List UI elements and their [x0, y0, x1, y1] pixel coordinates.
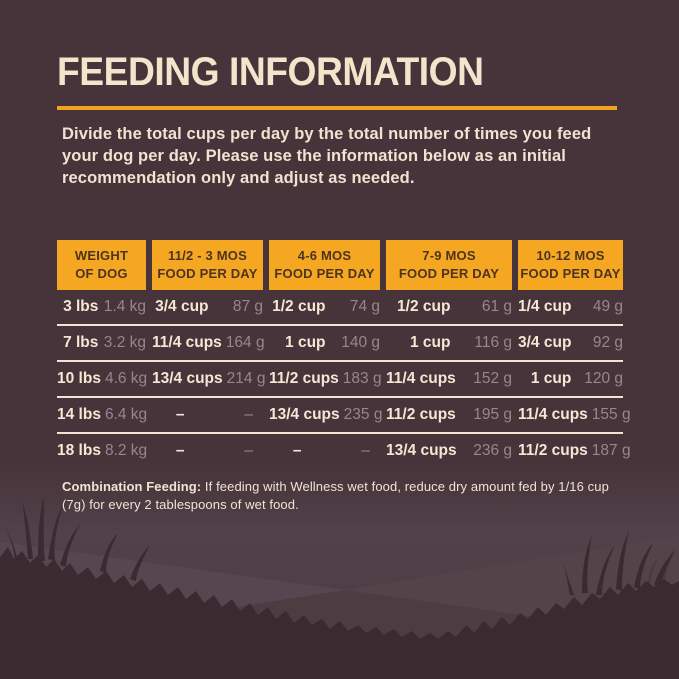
weight-lbs: 10 lbs [57, 370, 101, 387]
weight-lbs: 3 lbs [63, 298, 99, 315]
weight-lbs: 14 lbs [57, 406, 101, 423]
header-7-9mos: 7-9 MOS FOOD PER DAY [386, 240, 512, 290]
grams-value: 195 g [473, 406, 512, 423]
weight-kg: 1.4 kg [103, 298, 146, 315]
header-10-12mos: 10-12 MOS FOOD PER DAY [518, 240, 623, 290]
amount-cell [386, 442, 512, 460]
amount-cell [269, 298, 380, 316]
feeding-table-header [57, 240, 623, 290]
grams-value: 61 g [481, 298, 512, 315]
weight-kg: 3.2 kg [103, 334, 146, 351]
grams-value: – [244, 406, 253, 423]
amount-cell [152, 334, 263, 352]
cups-value: 11/2 cups [386, 406, 456, 423]
weight-lbs: 18 lbs [57, 442, 101, 459]
cups-value: – [175, 442, 185, 459]
amount-cell [269, 442, 380, 460]
cups-value: – [292, 442, 302, 459]
cups-value: 11/4 cups [518, 406, 588, 423]
weight-kg: 6.4 kg [104, 406, 148, 423]
table-row [57, 434, 631, 468]
grams-value: – [361, 442, 370, 459]
cups-value: 11/2 cups [269, 370, 339, 387]
feeding-table [57, 240, 631, 468]
table-row [57, 362, 623, 398]
amount-cell [518, 334, 623, 352]
grams-value: 187 g [591, 442, 631, 459]
cups-value: 13/4 cups [152, 370, 223, 387]
grams-value: 49 g [592, 298, 623, 315]
grams-value: 152 g [473, 370, 512, 387]
cups-value: 1 cup [285, 334, 326, 351]
amount-cell [269, 406, 383, 424]
amount-cell [152, 298, 263, 316]
cups-value: 1 cup [409, 334, 451, 351]
cups-value: 11/4 cups [152, 334, 222, 351]
amount-cell [518, 442, 631, 460]
title-underline [57, 106, 617, 110]
amount-cell [386, 298, 512, 316]
cups-value: 11/2 cups [518, 442, 588, 459]
grams-value: 87 g [232, 298, 263, 315]
table-row [57, 290, 623, 326]
amount-cell [518, 406, 631, 424]
cups-value: 1 cup [530, 370, 572, 387]
grams-value: 236 g [473, 442, 512, 459]
amount-cell [518, 298, 623, 316]
cups-value: 3/4 cup [155, 298, 209, 315]
cups-value: 3/4 cup [518, 334, 572, 351]
cups-value: 1/2 cup [397, 298, 451, 315]
cups-value: 1/2 cup [272, 298, 326, 315]
grams-value: 116 g [474, 334, 512, 351]
amount-cell [518, 370, 623, 388]
cups-value: 11/4 cups [386, 370, 456, 387]
amount-cell [269, 370, 380, 388]
grams-value: 155 g [591, 406, 631, 423]
note-label: Combination Feeding: [62, 479, 202, 494]
cups-value: – [175, 406, 185, 423]
grams-value: 74 g [349, 298, 380, 315]
weight-cell [57, 370, 146, 388]
weight-cell [57, 334, 146, 352]
cups-value: 13/4 cups [386, 442, 457, 459]
grams-value: 214 g [226, 370, 266, 387]
amount-cell [386, 370, 512, 388]
page-title: FEEDING INFORMATION [57, 50, 484, 94]
weight-kg: 4.6 kg [104, 370, 148, 387]
grams-value: 164 g [225, 334, 265, 351]
amount-cell [152, 370, 266, 388]
grams-value: 183 g [342, 370, 382, 387]
grams-value: 140 g [341, 334, 380, 351]
amount-cell [386, 406, 512, 424]
amount-cell [152, 406, 263, 424]
amount-cell [269, 334, 380, 352]
cups-value: 1/4 cup [518, 298, 572, 315]
intro-text: Divide the total cups per day by the total number of times you feed your dog per day. Please use the information below as an initial recommendation only and adjust as needed. [62, 125, 592, 187]
header-weight-of-dog: WEIGHT OF DOG [57, 240, 146, 290]
cups-value: 13/4 cups [269, 406, 340, 423]
grams-value: – [244, 442, 253, 459]
grams-value: 92 g [592, 334, 623, 351]
header-1half-3mos: 11/2 - 3 MOS FOOD PER DAY [152, 240, 263, 290]
grams-value: 235 g [343, 406, 383, 423]
combination-feeding-note [62, 478, 610, 515]
weight-kg: 8.2 kg [104, 442, 148, 459]
amount-cell [386, 334, 512, 352]
note-text: If feeding with Wellness wet food, reduce dry amount fed by 1/16 cup (7g) for every 2 tablespoons of wet food. [62, 479, 609, 513]
header-4-6mos: 4-6 MOS FOOD PER DAY [269, 240, 380, 290]
weight-cell [57, 298, 146, 316]
table-row [57, 326, 623, 362]
table-row [57, 398, 631, 434]
grams-value: 120 g [584, 370, 623, 387]
weight-lbs: 7 lbs [63, 334, 99, 351]
